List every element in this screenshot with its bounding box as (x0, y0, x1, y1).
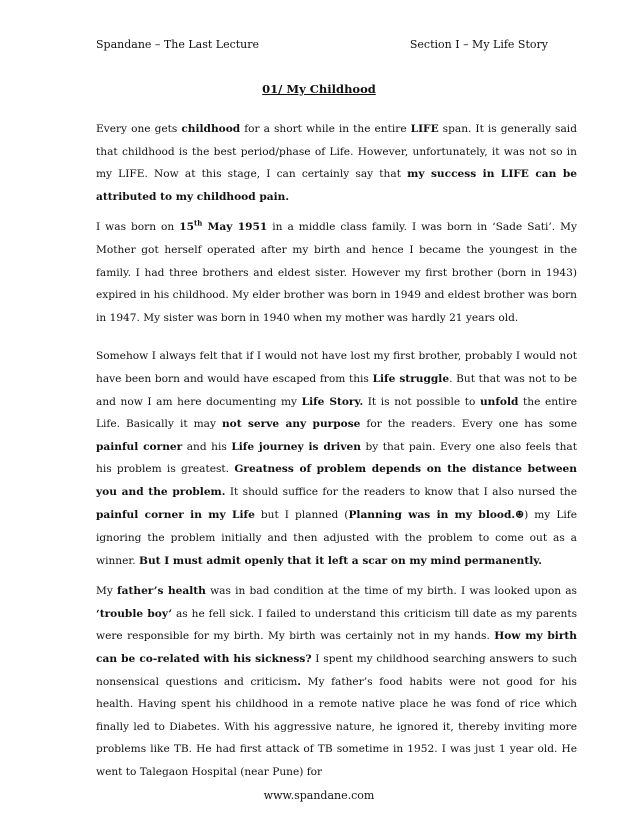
text-run: the entire Life. Basically it may (96, 395, 578, 431)
bold-run: painful corner in my Life (96, 508, 255, 521)
bold-run: How my birth can be co-related with his sickness? (96, 630, 577, 666)
text-run: for the readers. Every one has some (360, 418, 577, 431)
text-run: I spent my childhood searching answers to such nonsensical questions and criticism (96, 653, 578, 688)
text-run: for a short while in the entire (240, 123, 411, 135)
bold-run: childhood (181, 123, 241, 135)
text-run: . But that was not to be and now I am here documenting my (96, 372, 577, 408)
page-footer-url: www.spandane.com (263, 789, 375, 802)
text-run: Every one gets (96, 123, 182, 135)
ordinal-suffix: th (194, 218, 203, 228)
bold-run: Life journey is driven (231, 440, 361, 453)
bold-run: But I must admit openly that it left a scar on my mind permanently. (139, 554, 542, 567)
header-section-title: Section I – My Life Story (409, 38, 548, 51)
bold-run: not serve any purpose (221, 418, 361, 431)
text-run: but I planned ( (254, 508, 349, 521)
text-run: and his (182, 440, 232, 453)
bold-run: Life Story. (301, 395, 364, 408)
chapter-title: 01/ My Childhood (262, 82, 376, 96)
bold-run: Greatness of problem depends on the distance between you and the problem. (96, 463, 578, 498)
text-run: It is not possible to (363, 395, 480, 408)
bold-run (179, 218, 268, 234)
bold-run: my success in LIFE can be attributed to my childhood pain. (96, 168, 578, 203)
birth-month-year: May 1951 (202, 221, 268, 234)
paragraph-4 (96, 580, 577, 783)
bold-run: unfold (479, 395, 519, 408)
paragraph-3 (96, 345, 577, 572)
paragraph-1 (96, 118, 577, 208)
bold-run: LIFE (410, 123, 439, 135)
bold-run: painful corner (96, 440, 183, 453)
bold-run (348, 509, 524, 521)
smiley-icon: ☻ (515, 509, 525, 521)
bold-run: Life struggle (372, 372, 450, 385)
text-run: My (96, 585, 118, 598)
bold-run: father’s health (117, 585, 206, 598)
bold-run: ‘trouble boy’ (96, 607, 173, 620)
text-run: as he fell sick. I failed to understand this criticism till date as my parents were responsible for my birth. My birth was certainly not in my hands. (96, 607, 578, 643)
header-book-title: Spandane – The Last Lecture (96, 38, 260, 51)
text-run: It should suffice for the readers to know that I also nursed the (225, 485, 577, 498)
paragraph-2 (96, 216, 577, 329)
text-run: My father’s food habits were not good for his health. Having spent his childhood in a remote native place he was fond of rice which finally led to Diabetes. With his aggressive nature, he ignored it, thereby inviting more problems like TB. He had first attack of TB sometime in 1952. I was just 1 year old. He went to Talegaon Hospital (near Pune) for (96, 675, 577, 779)
text-run: by that pain. Every one also feels that his problem is greatest. (96, 440, 578, 476)
text-run: Somehow I always felt that if I would not have lost my first brother, probably I would not have been born and would have escaped from this (96, 350, 577, 385)
text-run: span. It is generally said that childhood is the best period/phase of Life. However, unfortunately, it was not so in my LIFE. Now at this stage, I can certainly say that (96, 123, 577, 181)
document-body (96, 118, 577, 792)
text-run: in a middle class family. I was born in ‘Sade Sati’. My Mother got herself operated after my birth and hence I became the youngest in the family. I had three brothers and eldest sister. However my first brother (born in 1943) expired in his childhood. My elder brother was born in 1949 and eldest brother was born in 1947. My sister was born in 1940 when my mother was hardly 21 years old. (96, 221, 577, 324)
birth-day: 15 (179, 221, 195, 234)
text-run: ) my Life ignoring the problem initially and then adjusted with the problem to come out as a winner. (96, 508, 577, 567)
text-run: I was born on (96, 221, 180, 234)
text-run: was in bad condition at the time of my birth. I was looked upon as (205, 585, 577, 598)
page-header (96, 38, 548, 51)
text-run: Planning was in my blood. (348, 508, 516, 521)
bold-run: . (297, 675, 301, 688)
